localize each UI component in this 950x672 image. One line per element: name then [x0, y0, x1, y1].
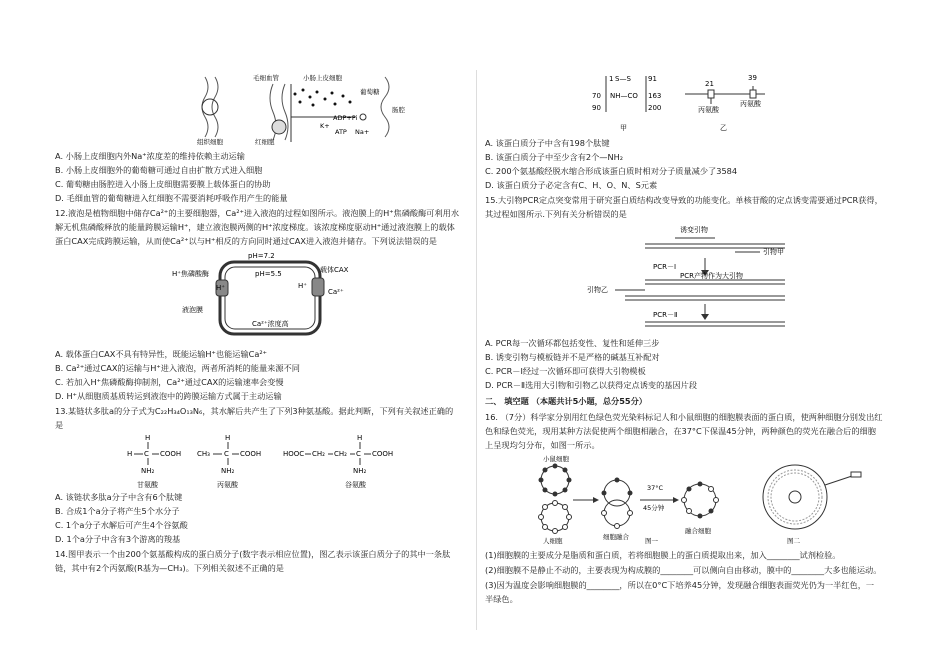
q14-option-d: D. 该蛋白质分子必定含有C、H、O、N、S元素 — [485, 180, 658, 190]
fig11-glucose-dots — [294, 89, 352, 107]
fig12-pump-label: H⁺焦磷酸酶 — [172, 270, 209, 278]
q14-stem-line2: 链，其中有2个丙氨酸(R基为—CH₃)。下列相关叙述不正确的是 — [55, 563, 284, 573]
fig14-yi: 乙 — [720, 124, 727, 132]
q14-option-b: B. 该蛋白质分子中至少含有2个—NH₂ — [485, 152, 624, 162]
fig14-nhco: NH—CO — [610, 92, 638, 100]
fig14-n91: 91 — [648, 75, 657, 83]
gly-c: C — [144, 450, 149, 458]
fig12-h1: H⁺ — [216, 284, 225, 292]
fig11-lumen-label: 肠腔 — [392, 106, 405, 114]
fig14-n21: 21 — [705, 80, 714, 88]
glu-h-top: H — [357, 434, 363, 442]
fig12-cax-label: 载体CAX — [320, 266, 349, 274]
fig15-primer-a: 引物甲 — [763, 248, 784, 256]
fig15-pcr2: PCR－Ⅱ — [653, 311, 678, 319]
q14-option-c: C. 200个氨基酸经脱水缩合形成该蛋白质时相对分子质量减少了3584 — [485, 166, 738, 176]
ala-name: 丙氨酸 — [217, 481, 238, 489]
ala-ch3: CH₃ — [197, 450, 210, 458]
q11-option-b: B. 小肠上皮细胞外的葡萄糖可通过自由扩散方式进入细胞 — [55, 165, 263, 175]
q13-option-a: A. 该链状多肽a分子中含有6个肽键 — [55, 492, 183, 502]
fig16-fused-label: 融合细胞 — [685, 527, 711, 535]
q16-stem-line3: 上呈现均匀分布，如图一所示。 — [485, 440, 600, 450]
fig14-n70: 70 — [592, 92, 601, 100]
q16-part1: (1)细胞膜的主要成分是脂质和蛋白质，若将细胞膜上的蛋白质提取出来，加入________试剂检验。 — [485, 550, 841, 560]
fig16-fig1-label: 图一 — [645, 537, 658, 545]
q12-option-a: A. 载体蛋白CAX不具有特异性，既能运输H⁺也能运输Ca²⁺ — [55, 349, 267, 359]
column-divider — [476, 70, 477, 630]
q15-option-d: D. PCR－Ⅱ选用大引物和引物乙以获得定点诱变的基因片段 — [485, 380, 698, 390]
gly-name: 甘氨酸 — [137, 481, 158, 489]
q11-option-c: C. 葡萄糖由肠腔进入小肠上皮细胞需要膜上载体蛋白的协助 — [55, 179, 271, 189]
q13-option-c: C. 1个a分子水解后可产生4个谷氨酸 — [55, 520, 188, 530]
ala-c: C — [224, 450, 229, 458]
fig15-primer-b: 引物乙 — [587, 286, 608, 294]
fig14-n163: 163 — [648, 92, 662, 100]
fig12-ca: Ca²⁺ — [328, 288, 344, 296]
ala-nh2: NH₂ — [221, 467, 235, 475]
fig16-fig2-label: 图二 — [787, 537, 800, 545]
fig12-vac-label: 液泡膜 — [182, 306, 203, 314]
fig14-n1: 1 — [609, 75, 614, 83]
ala-cooh: COOH — [240, 450, 262, 458]
fig16-human-label: 人细胞 — [543, 537, 563, 545]
q16-part3-line2: 半绿色。 — [485, 594, 518, 604]
q12-stem-line2: 解无机焦磷酸释放的能量跨膜运输H⁺，建立液泡膜两侧的H⁺浓度梯度。该浓度梯度驱动H⁺通过液泡膜上的载体 — [55, 222, 455, 232]
fig14-n39: 39 — [748, 74, 757, 82]
q15-option-c: C. PCR－Ⅰ经过一次循环即可获得大引物模板 — [485, 366, 646, 376]
fig-q12-vacuole — [170, 250, 360, 342]
fig11-capillary-label: 毛细血管 — [253, 74, 279, 82]
section-2-heading: 二、 填空题 （本题共计5小题，总分55分） — [485, 396, 647, 406]
q12-option-c: C. 若加入H⁺焦磷酸酶抑制剂，Ca²⁺通过CAX的运输速率会变慢 — [55, 377, 284, 387]
fig16-fusing-label: 细胞融合 — [603, 533, 629, 541]
fig12-ph-in: pH=5.5 — [255, 270, 282, 278]
fig16-temp-label: 37°C — [647, 484, 664, 492]
fig-q11-intestine — [185, 72, 435, 147]
fig14-n200: 200 — [648, 104, 662, 112]
gly-h-left: H — [127, 450, 133, 458]
q15-option-a: A. PCR每一次循环都包括变性、复性和延伸三步 — [485, 338, 660, 348]
q12-stem-line3: 蛋白CAX完成跨膜运输，从而使Ca²⁺以与H⁺相反的方向同时通过CAX进入液泡并储存。下列说法错误的是 — [55, 236, 437, 246]
gly-nh2: NH₂ — [141, 467, 155, 475]
fig11-k-label: K+ — [320, 122, 330, 130]
fig14-jia: 甲 — [620, 124, 627, 132]
q15-stem-line1: 15.大引物PCR定点突变常用于研究蛋白质结构改变导致的功能变化。单核苷酸的定点诱变需要通过PCR获得， — [485, 195, 883, 205]
glu-hooc: HOOC — [283, 450, 305, 458]
fig14-n90: 90 — [592, 104, 601, 112]
fig12-h2: H⁺ — [298, 282, 307, 290]
fig-q16-cell-fusion — [525, 455, 865, 545]
q15-option-b: B. 诱变引物与模板链并不是严格的碱基互补配对 — [485, 352, 660, 362]
glu-nh2: NH₂ — [353, 467, 367, 475]
fig11-atp-label: ATP — [335, 128, 347, 136]
fig12-ph-out: pH=7.2 — [248, 252, 275, 260]
fig11-glucose-label: 葡萄糖 — [360, 88, 380, 96]
fig11-rbc-label: 红细胞 — [255, 138, 275, 146]
gly-h-top: H — [145, 434, 151, 442]
fig16-fused-dots — [682, 482, 719, 519]
q16-stem-line2: 色和绿色荧光，现用某种方法促使两个细胞相融合，在37°C下保温45分钟，两种颜色的荧光在融合后的细胞 — [485, 426, 876, 436]
fig16-mouse-label: 小鼠细胞 — [543, 455, 569, 463]
glu-name: 谷氨酸 — [345, 481, 366, 489]
fig16-time-label: 45分钟 — [643, 504, 665, 512]
fig15-mut-primer: 诱变引物 — [680, 226, 708, 234]
q16-part3-line1: (3)因为温度会影响细胞膜的________，所以在0°C下培养45分钟，发现融合细胞表面荧光仍为一半红色，一 — [485, 580, 875, 590]
fig-q14-protein — [590, 72, 790, 134]
glu-c: C — [356, 450, 361, 458]
fig-q15-pcr — [585, 222, 825, 330]
q16-part2: (2)细胞膜不是静止不动的，主要表现为构成膜的________可以侧向自由移动，膜中的________大多也能运动。 — [485, 565, 882, 575]
q16-stem-line1: 16. （7分）科学家分别用红色绿色荧光染料标记人和小鼠细胞的细胞膜表面的蛋白质，使两种细胞分别发出红 — [485, 412, 883, 422]
glu-ch2-a: CH₂ — [312, 450, 325, 458]
q13-option-d: D. 1个a分子中含有3个游离的羧基 — [55, 534, 181, 544]
q11-option-a: A. 小肠上皮细胞内外Na⁺浓度差的维持依赖主动运输 — [55, 151, 245, 161]
glu-cooh: COOH — [372, 450, 394, 458]
glu-ch2-b: CH₂ — [334, 450, 347, 458]
q13-option-b: B. 合成1个a分子将产生5个水分子 — [55, 506, 180, 516]
fig14-ss: S—S — [615, 75, 631, 83]
q12-option-b: B. Ca²⁺通过CAX的运输与H⁺进入液泡，两者所消耗的能量来源不同 — [55, 363, 300, 373]
fig15-pcr1: PCR－Ⅰ — [653, 263, 677, 271]
q12-stem-line1: 12.液泡是植物细胞中储存Ca²⁺的主要细胞器，Ca²⁺进入液泡的过程如图所示。液泡膜上的H⁺焦磷酸酶可利用水 — [55, 208, 460, 218]
fig14-ala1: 丙氨酸 — [698, 106, 719, 114]
fig15-big-primer: PCR产物作为大引物 — [680, 272, 743, 280]
fig11-villus-label: 小肠上皮细胞 — [303, 74, 342, 82]
q13-stem-line2: 是 — [55, 420, 64, 430]
q15-stem-line2: 其过程如图所示.下列有关分析错误的是 — [485, 209, 627, 219]
ala-h-top: H — [225, 434, 231, 442]
q14-stem-line1: 14.图甲表示一个由200个氨基酸构成的蛋白质分子(数字表示相应位置)，图乙表示该蛋白质分子的其中一条肽 — [55, 549, 451, 559]
fig12-conc-label: Ca²⁺浓度高 — [252, 320, 289, 328]
fig11-na-label: Na+ — [355, 128, 370, 136]
q14-option-a: A. 该蛋白质分子中含有198个肽键 — [485, 138, 610, 148]
fig11-cell-label: 组织细胞 — [197, 138, 223, 146]
fig14-ala2: 丙氨酸 — [740, 100, 761, 108]
q12-option-d: D. H⁺从细胞质基质转运到液泡中的跨膜运输方式属于主动运输 — [55, 391, 282, 401]
q13-stem-line1: 13.某链状多肽a的分子式为C₂₂H₃₄O₁₃N₆，其水解后共产生了下列3种氨基酸。据此判断，下列有关叙述正确的 — [55, 406, 454, 416]
gly-cooh: COOH — [160, 450, 182, 458]
q11-option-d: D. 毛细血管的葡萄糖进入红细胞不需要消耗呼吸作用产生的能量 — [55, 193, 288, 203]
fig-q13-amino-acids — [125, 432, 435, 490]
fig11-adp-label: ADP+Pi — [333, 114, 358, 122]
